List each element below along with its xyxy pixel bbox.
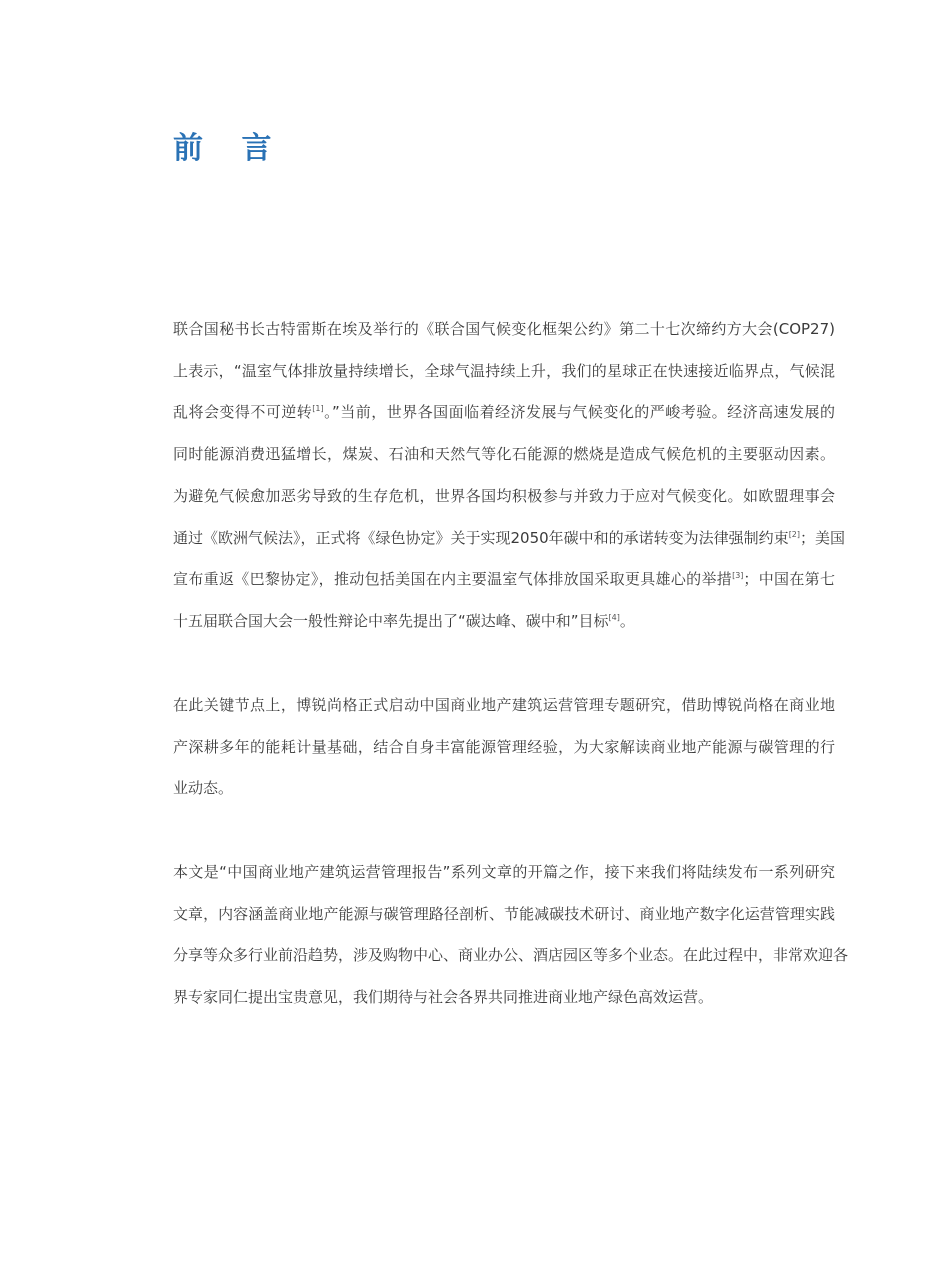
paragraph-1 [173, 309, 846, 643]
paragraph-1-line-4 [173, 434, 835, 476]
paragraph-1-line-1 [173, 309, 835, 351]
text-segment: ；中国在第七 [743, 570, 835, 589]
citation-ref-4: [4] [608, 612, 620, 622]
text-segment: 十五届联合国大会一般性辩论中率先提出了“碳达峰、碳中和”目标 [173, 611, 609, 630]
text-segment: 。”当前，世界各国面临着经济发展与气候变化的严峻考验。经济高速发展的 [323, 403, 835, 422]
text-segment: 分享等众多行业前沿趋势，涉及购物中心、商业办公、酒店园区等多个业态。在此过程中，非常欢迎各 [173, 946, 849, 965]
text-segment: 乱将会变得不可逆转 [173, 403, 313, 422]
paragraph-3-line-4 [173, 977, 835, 1019]
text-segment: 上表示，“温室气体排放量持续增长，全球气温持续上升，我们的星球正在快速接近临界点，气候混 [173, 361, 835, 380]
text-segment: ；美国 [800, 528, 846, 547]
page-title: 前 言 [173, 131, 286, 166]
text-segment: 通过《欧洲气候法》，正式将《绿色协定》关于实现2050年碳中和的承诺转变为法律强制约束 [173, 528, 789, 547]
text-segment: 为避免气候愈加恶劣导致的生存危机，世界各国均积极参与并致力于应对气候变化。如欧盟理事会 [173, 486, 835, 505]
text-segment: 在此关键节点上，博锐尚格正式启动中国商业地产建筑运营管理专题研究，借助博锐尚格在商业地 [173, 696, 835, 714]
text-segment: 文章，内容涵盖商业地产能源与碳管理路径剖析、节能减碳技术研讨、商业地产数字化运营管理实践 [173, 904, 835, 923]
paragraph-2 [173, 685, 835, 810]
paragraph-2-line-1 [173, 685, 835, 727]
paragraph-3-line-3 [173, 935, 849, 977]
paragraph-2-line-3 [173, 768, 835, 810]
paragraph-1-line-7 [173, 559, 835, 601]
text-segment: 同时能源消费迅猛增长，煤炭、石油和天然气等化石能源的燃烧是造成气候危机的主要驱动因素。 [173, 445, 835, 464]
paragraph-1-line-6 [173, 518, 846, 560]
paragraph-3 [173, 852, 849, 1019]
paragraph-2-line-2 [173, 727, 835, 769]
text-segment: 。 [619, 611, 635, 630]
paragraph-3-line-1 [173, 852, 835, 894]
text-segment: 产深耕多年的能耗计量基础，结合自身丰富能源管理经验，为大家解读商业地产能源与碳管理的行 [173, 737, 835, 756]
citation-ref-2: [2] [788, 529, 801, 539]
text-segment: 界专家同仁提出宝贵意见，我们期待与社会各界共同推进商业地产绿色高效运营。 [173, 988, 714, 1007]
text-segment: 联合国秘书长古特雷斯在埃及举行的《联合国气候变化框架公约》第二十七次缔约方大会(COP27) [173, 320, 835, 338]
text-segment: 业动态。 [173, 779, 234, 798]
paragraph-1-line-2 [173, 351, 835, 393]
paragraph-3-line-2 [173, 894, 835, 936]
text-segment: 宣布重返《巴黎协定》，推动包括美国在内主要温室气体排放国采取更具雄心的举措 [173, 570, 733, 589]
paragraph-1-line-3 [173, 392, 835, 434]
text-segment: 本文是“中国商业地产建筑运营管理报告”系列文章的开篇之作，接下来我们将陆续发布一系列研究 [173, 863, 835, 881]
citation-ref-1: [1] [312, 404, 324, 414]
paragraph-1-line-5 [173, 476, 835, 518]
citation-ref-3: [3] [732, 571, 744, 581]
paragraph-1-line-8 [173, 601, 835, 643]
